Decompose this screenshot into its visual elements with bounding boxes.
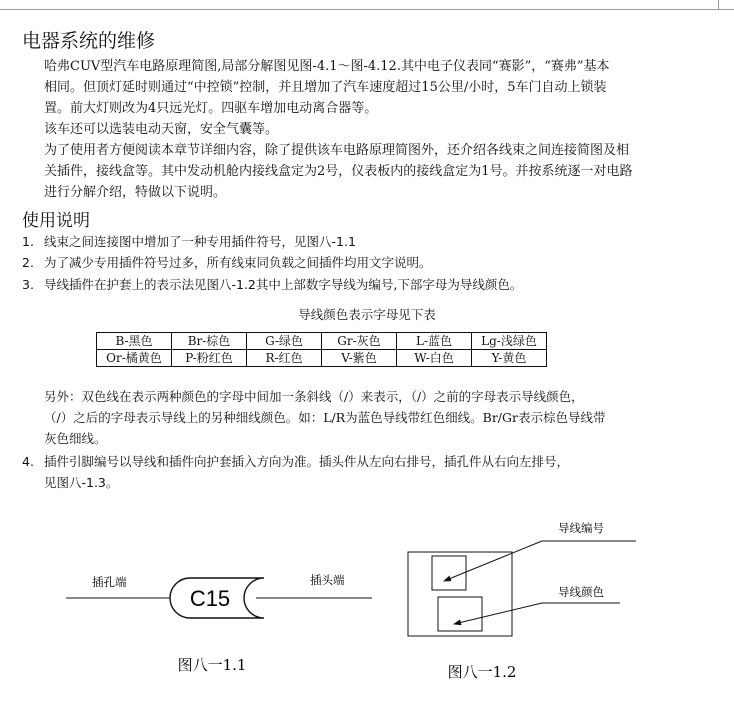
table-cell: L-蓝色: [397, 333, 472, 350]
intro-line-3: 置。前大灯则改为4只远光灯。四驱车增加电动离合器等。: [44, 101, 378, 116]
intro-line-4: 该车还可以选装电动天窗，安全气囊等。: [44, 122, 279, 137]
table-cell: Y-黄色: [472, 350, 547, 367]
wire-color-label: 导线颜色: [558, 585, 604, 599]
intro-line-1: 哈弗CUV型汽车电路原理简图,局部分解图见图-4.1～图-4.12.其中电子仪表同“赛影”，“赛弗”基本: [44, 59, 610, 74]
plug-label: 插头端: [310, 573, 345, 587]
connector-code: C15: [189, 586, 231, 611]
note-line-2: （/）之后的字母表示导线上的另种细线颜色。如：L/R为蓝色导线带红色细线。Br/Gr表示棕色导线带: [44, 410, 606, 425]
table-cell: V-紫色: [322, 350, 397, 367]
intro-line-2: 相同。但顶灯延时则通过“中控锁”控制，并且增加了汽车速度超过15公里/小时，5车门自动上锁装: [44, 80, 607, 95]
table-cell: Or-橘黄色: [97, 350, 172, 367]
figure1-caption: 图八一1.1: [177, 656, 247, 674]
usage-title: 使用说明: [22, 211, 90, 231]
table-cell: R-红色: [247, 350, 322, 367]
wire-color-box: [438, 597, 482, 631]
table-cell: Gr-灰色: [322, 333, 397, 350]
note-line-3: 灰色细线。: [44, 431, 107, 446]
table-cell: W-白色: [397, 350, 472, 367]
list-item-number: 1.: [22, 234, 34, 249]
connector-figure: [66, 573, 372, 674]
intro-line-7: 进行分解介绍，特做以下说明。: [44, 185, 227, 200]
table-cell: Lg-浅绿色: [472, 333, 547, 350]
intro-line-5: 为了使用者方便阅读本章节详细内容，除了提供该车电路原理简图外，还介绍各线束之间连接简图及相: [44, 143, 630, 158]
sleeve-figure: [408, 521, 636, 681]
number-arrow: [444, 541, 542, 581]
table-caption: 导线颜色表示字母见下表: [298, 307, 436, 322]
list-item-number: 2.: [22, 255, 34, 270]
wire-number-label: 导线编号: [558, 521, 604, 535]
list-item-text: 插件引脚编号以导线和插件向护套插入方向为准。插头件从左向右排号，插孔件从右向左排号，: [44, 454, 570, 469]
wire-number-box: [432, 556, 466, 590]
list-item-text: 导线插件在护套上的表示法见图八-1.2其中上部数字导线为编号,下部字母为导线颜色。: [44, 277, 523, 292]
table-cell: P-粉红色: [172, 350, 247, 367]
section-title: 电器系统的维修: [22, 30, 156, 52]
color-arrow: [454, 603, 542, 624]
list-item-text-continued: 见图八-1.3。: [44, 475, 119, 490]
list-item-text: 线束之间连接图中增加了一种专用插件符号，见图八-1.1: [44, 234, 356, 249]
sleeve-outline: [408, 552, 512, 636]
socket-label: 插孔端: [92, 575, 127, 589]
intro-line-6: 关插件，接线盒等。其中发动机舱内接线盒定为2号，仪表板内的接线盒定为1号。并按系统逐一对电路: [44, 164, 633, 179]
list-item-text: 为了减少专用插件符号过多，所有线束同负载之间插件均用文字说明。: [44, 255, 432, 270]
table-cell: B-黑色: [97, 333, 172, 350]
table-cell: G-绿色: [247, 333, 322, 350]
list-item-number: 4.: [22, 454, 34, 469]
note-line-1: 另外：双色线在表示两种颜色的字母中间加一条斜线（/）来表示，（/）之前的字母表示导线颜色，: [44, 389, 584, 404]
figure2-caption: 图八一1.2: [447, 663, 517, 681]
table-cell: Br-棕色: [172, 333, 247, 350]
list-item-number: 3.: [22, 277, 34, 292]
